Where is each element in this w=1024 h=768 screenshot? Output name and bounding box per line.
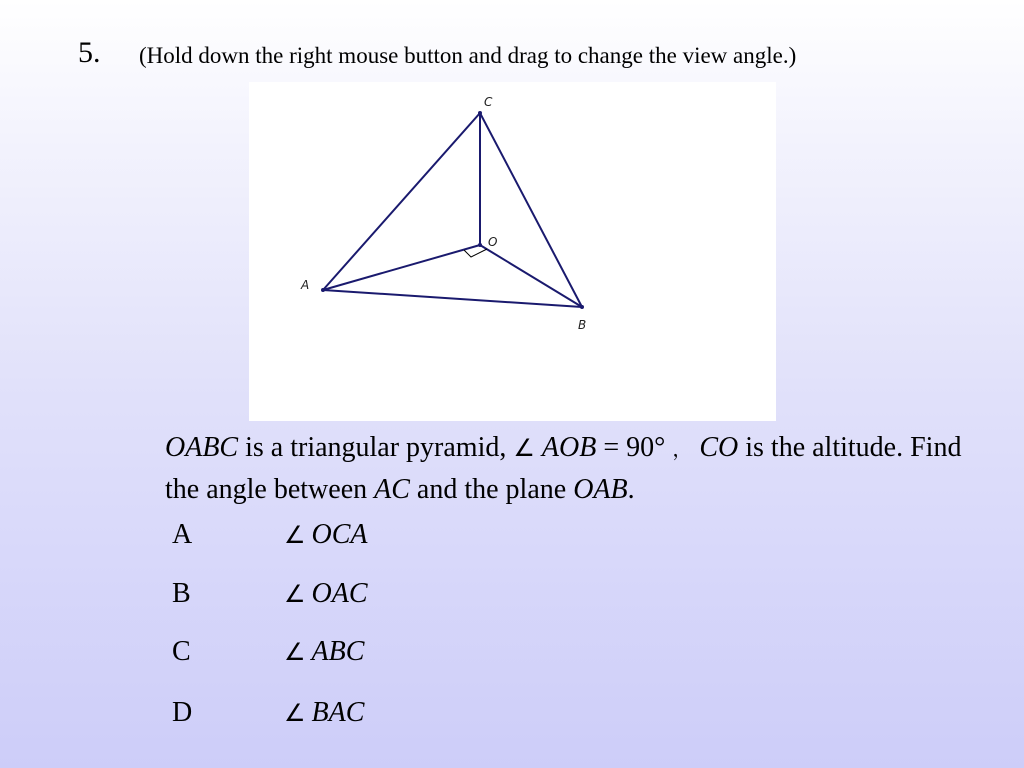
right-angle-marker: [464, 249, 487, 257]
question-number: 5.: [78, 36, 101, 69]
angle-name: AOB: [541, 432, 597, 463]
option-text: OCA: [311, 519, 368, 550]
pyramid-figure-panel[interactable]: [249, 82, 776, 421]
stem-text-5: .: [627, 474, 635, 505]
angle-icon: ∠: [284, 521, 306, 549]
line-name: AC: [374, 474, 410, 505]
option-letter: D: [172, 697, 193, 728]
vertex-label-a: A: [301, 278, 310, 292]
option-letter: B: [172, 578, 191, 609]
vertex-label-o: O: [488, 235, 498, 249]
stem-separator: ，: [672, 439, 693, 461]
pyramid-diagram[interactable]: [249, 82, 776, 421]
option-b[interactable]: [172, 577, 368, 611]
stem-text-3: is the altitude. Find the angle between: [165, 432, 962, 505]
plane-name: OAB: [573, 474, 628, 505]
option-c[interactable]: [172, 635, 364, 669]
stem-text-2: = 90°: [596, 432, 673, 463]
edge-ao: [323, 245, 480, 290]
pyramid-name: OABC: [165, 432, 239, 463]
stem-text-4: and the plane: [409, 474, 574, 505]
vertex-label-b: B: [578, 318, 587, 332]
angle-icon: ∠: [284, 699, 306, 727]
question-stem: [165, 428, 965, 510]
stem-text-1: is a triangular pyramid,: [238, 432, 514, 463]
vertex-point-b: [580, 305, 584, 309]
option-a[interactable]: [172, 518, 368, 552]
angle-icon: ∠: [284, 580, 306, 608]
edge-ca: [323, 113, 480, 290]
vertex-point-a: [321, 288, 325, 292]
option-text: OAC: [311, 578, 368, 609]
option-d[interactable]: [172, 696, 364, 730]
option-text: ABC: [311, 636, 365, 667]
edge-cb: [480, 113, 582, 307]
altitude-name: CO: [699, 432, 739, 463]
angle-symbol: ∠: [513, 434, 535, 462]
view-angle-hint: (Hold down the right mouse button and drag to change the view angle.): [139, 43, 797, 68]
option-letter: A: [172, 519, 193, 550]
angle-icon: ∠: [284, 638, 306, 666]
option-letter: C: [172, 636, 191, 667]
vertex-point-c: [478, 111, 482, 115]
option-text: BAC: [311, 697, 365, 728]
vertex-label-c: C: [484, 95, 493, 109]
vertex-point-o: [478, 243, 482, 247]
edge-ab: [323, 290, 582, 307]
